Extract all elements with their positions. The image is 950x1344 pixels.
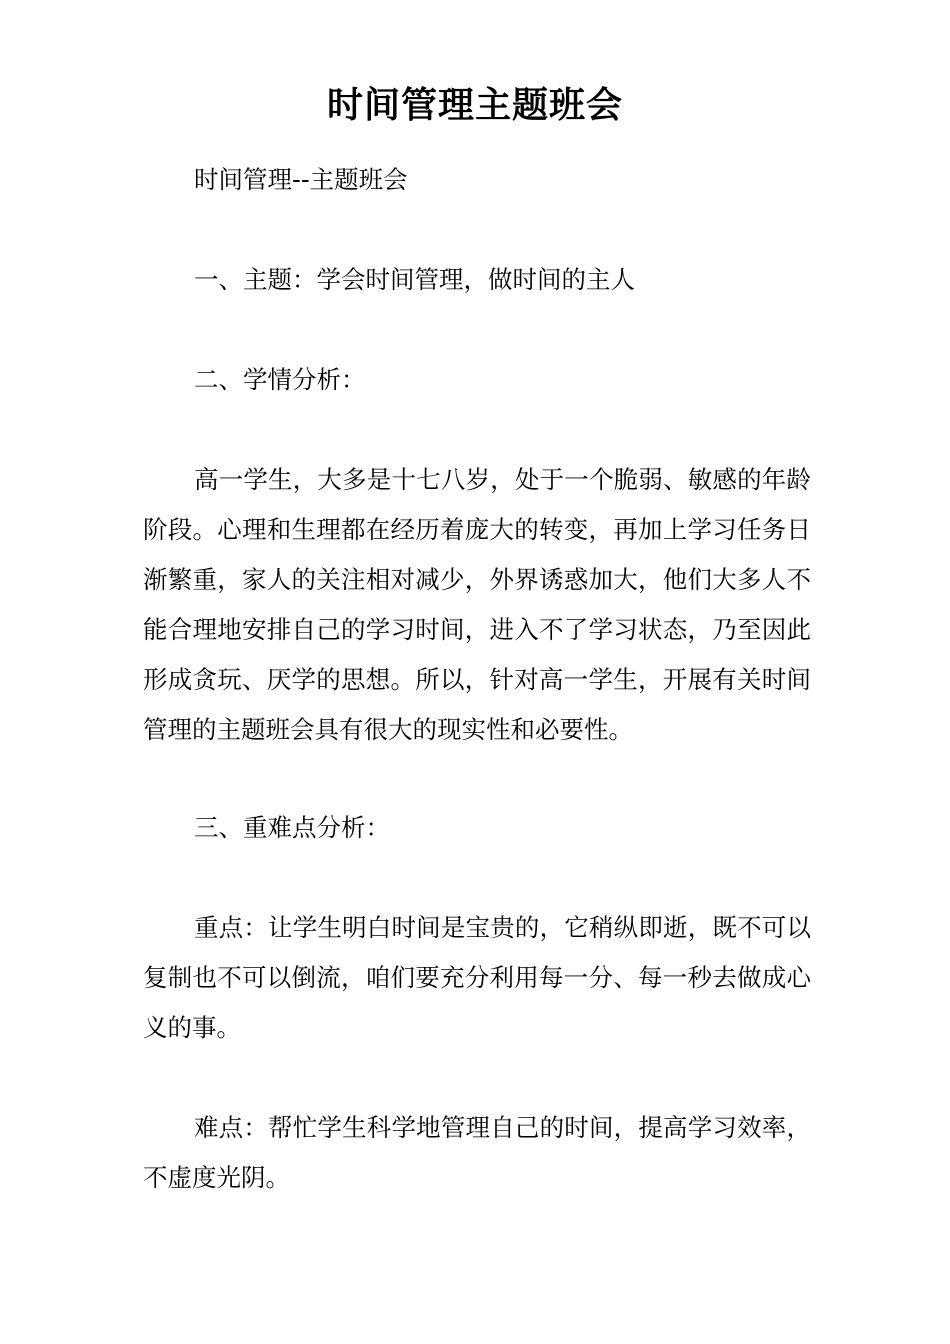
section-theme-paragraph: 一、主题：学会时间管理，做时间的主人 (194, 265, 635, 294)
section-analysis-heading: 二、学情分析： (194, 365, 366, 394)
subtitle-paragraph: 时间管理--主题班会 (194, 165, 408, 194)
difficult-point-paragraph: 难点：帮忙学生科学地管理自己的时间，提高学习效率，不虚度光阴。 (143, 1113, 811, 1192)
key-point-paragraph: 重点：让学生明白时间是宝贵的，它稍纵即逝，既不可以复制也不可以倒流，咱们要充分利用每一分、每一秒去做成心义的事。 (143, 913, 811, 1042)
section-key-points-heading: 三、重难点分析： (194, 813, 390, 842)
analysis-body-paragraph: 高一学生，大多是十七八岁，处于一个脆弱、敏感的年龄阶段。心理和生理都在经历着庞大的转变，再加上学习任务日渐繁重，家人的关注相对减少，外界诱惑加大，他们大多人不能合理地安排自己的学习时间，进入不了学习状态，乃至因此形成贪玩、厌学的思想。所以，针对高一学生，开展有关时间管理的主题班会具有很大的现实性和必要性。 (143, 465, 811, 744)
document-title: 时间管理主题班会 (326, 84, 623, 126)
